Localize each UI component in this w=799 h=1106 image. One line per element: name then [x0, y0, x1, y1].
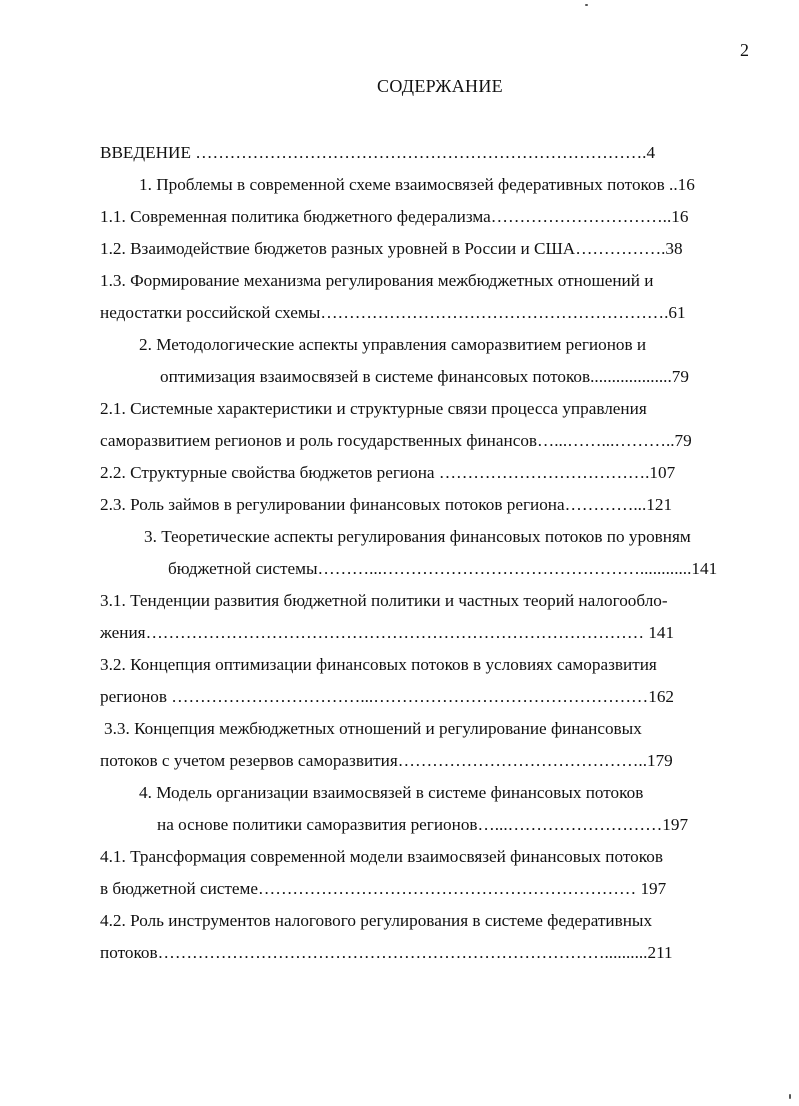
toc-line-section-3-1: 3.1. Тенденции развития бюджетной политики и частных теорий налогообло-: [100, 591, 668, 610]
scan-speck-bottom: [789, 1094, 791, 1099]
toc-line-section-4-1: 4.1. Трансформация современной модели взаимосвязей финансовых потоков: [100, 847, 663, 866]
toc-line-section-2-3: 2.3. Роль займов в регулировании финансовых потоков региона…………...121: [100, 495, 673, 514]
toc-line-section-3-2-cont: регионов ……………………………...…………………………………………162: [100, 687, 675, 706]
toc-line-section-4-2: 4.2. Роль инструментов налогового регулирования в системе федеративных: [100, 911, 653, 930]
toc-line-section-1-3-cont: недостатки российской схемы…………………………………………………….61: [100, 303, 686, 322]
toc-line-section-3-1-cont: жения…………………………………………………………………………… 141: [100, 623, 675, 642]
toc-line-section-1-3: 1.3. Формирование механизма регулирования межбюджетных отношений и: [100, 271, 654, 290]
toc-line-chapter-4-cont: на основе политики саморазвития регионов…...………………………197: [157, 815, 689, 834]
toc-line-section-2-2: 2.2. Структурные свойства бюджетов региона ……………………………….107: [100, 463, 676, 482]
toc-line-intro: ВВЕДЕНИЕ …………………………………………………………………….4: [100, 143, 656, 162]
toc-line-section-2-1-cont: саморазвитием регионов и роль государственных финансов…...……...………..79: [100, 431, 692, 450]
page-title: СОДЕРЖАНИЕ: [377, 76, 503, 96]
toc-line-chapter-3: 3. Теоретические аспекты регулирования финансовых потоков по уровням: [144, 527, 691, 546]
toc-line-chapter-2-cont: оптимизация взаимосвязей в системе финансовых потоков...................79: [160, 367, 689, 386]
toc-line-section-3-3-cont: потоков с учетом резервов саморазвития……………………………………..179: [100, 751, 673, 770]
toc-line-section-3-3: 3.3. Концепция межбюджетных отношений и регулирование финансовых: [104, 719, 642, 738]
toc-line-section-4-2-cont: потоков……………………………………………………………………..........211: [100, 943, 673, 962]
toc-line-section-1-1: 1.1. Современная политика бюджетного федерализма…………………………..16: [100, 207, 689, 226]
toc-line-section-3-2: 3.2. Концепция оптимизации финансовых потоков в условиях саморазвития: [100, 655, 657, 674]
toc-line-chapter-1: 1. Проблемы в современной схеме взаимосвязей федеративных потоков ..16: [139, 175, 695, 194]
page-number: 2: [740, 40, 749, 60]
toc-line-section-2-1: 2.1. Системные характеристики и структурные связи процесса управления: [100, 399, 647, 418]
toc-line-section-1-2: 1.2. Взаимодействие бюджетов разных уровней в России и США…………….38: [100, 239, 683, 258]
toc-line-section-4-1-cont: в бюджетной системе………………………………………………………… 197: [100, 879, 667, 898]
toc-line-chapter-3-cont: бюджетной системы………...………………………………………............141: [168, 559, 718, 578]
toc-line-chapter-4: 4. Модель организации взаимосвязей в системе финансовых потоков: [139, 783, 644, 802]
toc-line-chapter-2: 2. Методологические аспекты управления саморазвитием регионов и: [139, 335, 647, 354]
scan-speck-top: [585, 4, 588, 6]
